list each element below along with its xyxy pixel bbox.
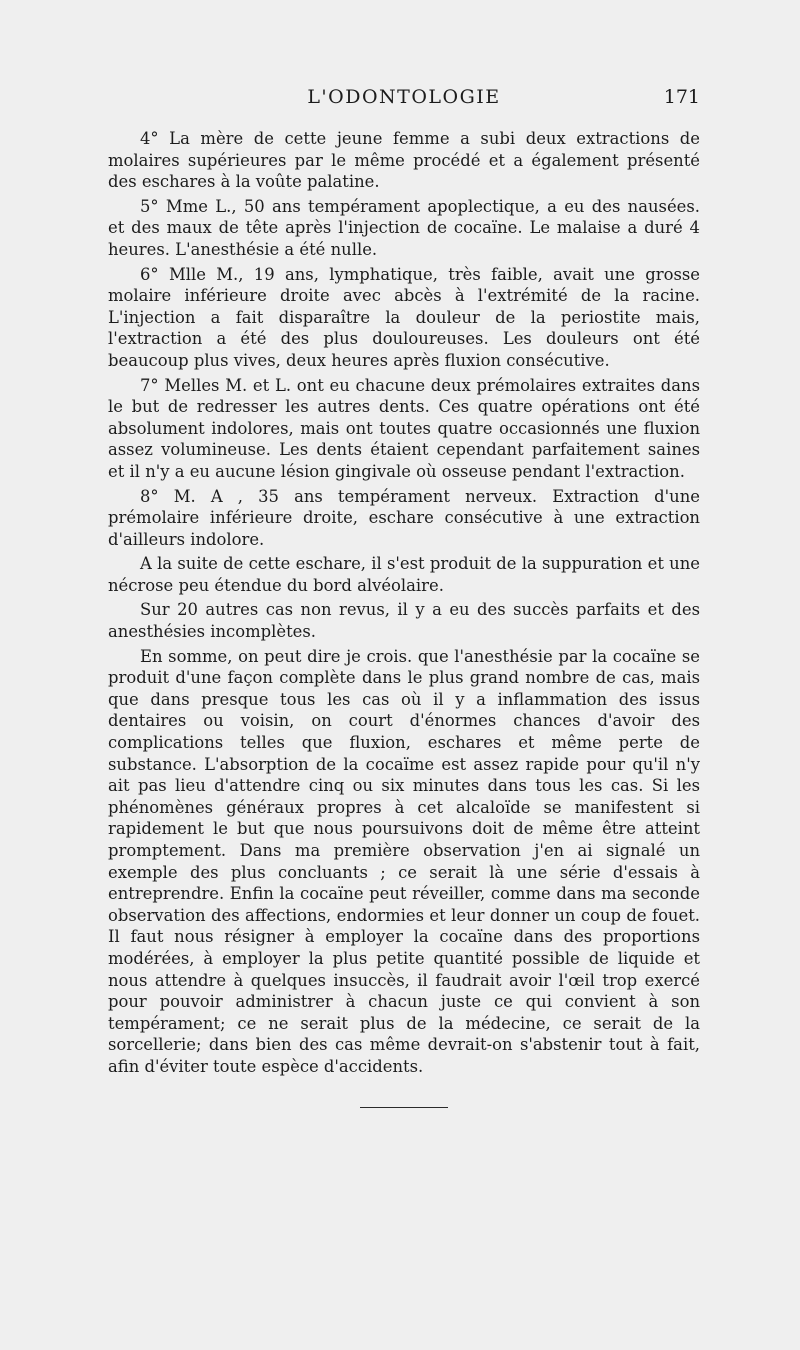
- running-title: L'ODONTOLOGIE: [307, 86, 501, 108]
- page-number: 171: [663, 86, 700, 108]
- paragraph-observation-5: 5° Mme L., 50 ans tempérament apoplectique, a eu des nausées. et des maux de tête après l'injection de cocaïne. Le malaise a duré 4 heures. L'anesthésie a été nulle.: [108, 196, 700, 259]
- paragraph-conclusion: En somme, on peut dire je crois. que l'anesthésie par la cocaïne se produit d'une façon complète dans le plus grand nombre de cas, mais que dans presque tous les cas où il y a inflammation des issus dentaires ou voisin, on court d'énormes chances d'avoir des complications telles que fluxion, eschares et même perte de substance. L'absorption de la cocaïme est assez rapide pour qu'il n'y ait pas lieu d'attendre cinq ou six minutes dans tous les cas. Si les phénomènes généraux propres à cet alcaloïde se manifestent si rapidement le but que nous poursuivons doit de même être atteint promptement. Dans ma première observation j'en ai signalé un exemple des plus concluants ; ce serait là une série d'essais à entreprendre. Enfin la cocaïne peut réveiller, comme dans ma seconde observation des affections, endormies et leur donner un coup de fouet. Il faut nous résigner à employer la cocaïne dans des proportions modérées, à employer la plus petite quantité possible de liquide et nous attendre à quelques insuccès, il faudrait avoir l'œil trop exercé pour pouvoir administrer à chacun juste ce qui convient à son tempérament; ce ne serait plus de la médecine, ce serait de la sorcellerie; dans bien des cas même devrait-on s'abstenir tout à fait, afin d'éviter toute espèce d'accidents.: [108, 646, 700, 1076]
- paragraph-observation-8: 8° M. A , 35 ans tempérament nerveux. Extraction d'une prémolaire inférieure droite, eschare consécutive à une extraction d'ailleurs indolore.: [108, 486, 700, 549]
- body-text: [108, 128, 700, 1081]
- paragraph-other-cases: Sur 20 autres cas non revus, il y a eu des succès parfaits et des anesthésies incomplètes.: [108, 600, 700, 642]
- paragraph-observation-6: 6° Mlle M., 19 ans, lymphatique, très faible, avait une grosse molaire inférieure droite avec abcès à l'extrémité de la racine. L'injection a fait disparaître la douleur de la periostite mais, l'extraction a été des plus douloureuses. Les douleurs ont été beaucoup plus vives, deux heures après fluxion consécutive.: [108, 264, 700, 370]
- paragraph-observation-7: 7° Melles M. et L. ont eu chacune deux prémolaires extraites dans le but de redresser les autres dents. Ces quatre opérations ont été absolument indolores, mais ont toutes quatre occasionnés une fluxion assez volumineuse. Les dents étaient cependant parfaitement saines et il n'y a eu aucune lésion gingivale où osseuse pendant l'extraction.: [108, 375, 700, 481]
- page-header: [108, 86, 700, 116]
- paragraph-observation-4: 4° La mère de cette jeune femme a subi deux extractions de molaires supérieures par le même procédé et a également présenté des eschares à la voûte palatine.: [108, 129, 700, 192]
- section-divider: [360, 1107, 448, 1108]
- paragraph-suppuration: A la suite de cette eschare, il s'est produit de la suppuration et une nécrose peu étendue du bord alvéolaire.: [108, 554, 700, 595]
